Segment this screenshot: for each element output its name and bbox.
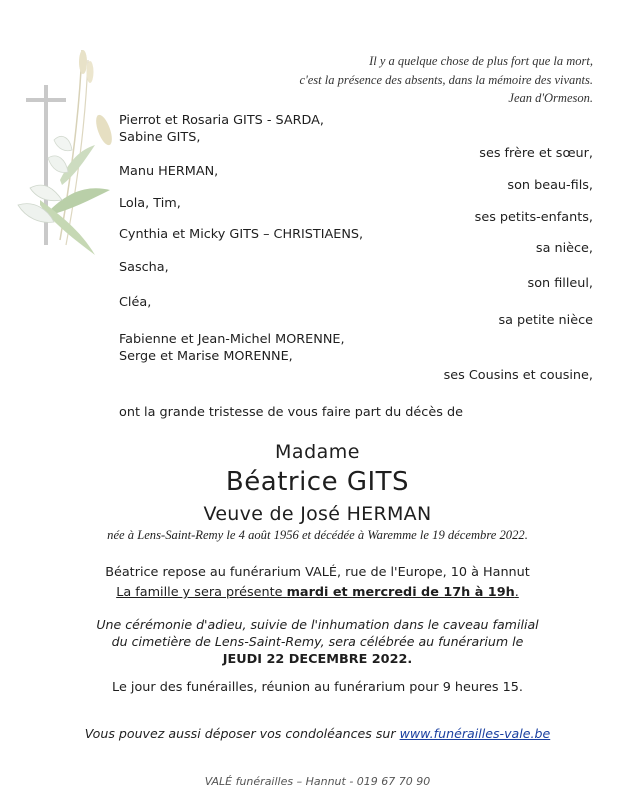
- family-name: Cléa,: [119, 295, 152, 310]
- family-relation: son beau-fils,: [507, 178, 593, 193]
- visit-prefix: La famille y sera présente: [116, 585, 287, 600]
- ceremony-line-1: Une cérémonie d'adieu, suivie de l'inhumation dans le caveau familial: [96, 617, 539, 632]
- family-name: Sascha,: [119, 260, 169, 275]
- birth-death-dates: née à Lens-Saint-Remy le 4 août 1956 et décédée à Waremme le 19 décembre 2022.: [107, 528, 528, 542]
- family-name: Sabine GITS,: [119, 130, 201, 145]
- ceremony-date: JEUDI 22 DECEMBRE 2022.: [222, 652, 413, 667]
- family-name: Pierrot et Rosaria GITS - SARDA,: [119, 113, 324, 128]
- family-relation: son filleul,: [527, 276, 593, 291]
- visit-suffix: .: [514, 585, 519, 600]
- family-relation: sa petite nièce: [498, 313, 593, 328]
- condolences-info: [0, 726, 635, 741]
- quote-line-1: Il y a quelque chose de plus fort que la mort,: [369, 54, 593, 68]
- family-name: Fabienne et Jean-Michel MORENNE,: [119, 332, 345, 347]
- family-relation: ses petits-enfants,: [474, 210, 593, 225]
- family-name: Lola, Tim,: [119, 196, 181, 211]
- family-name: Manu HERMAN,: [119, 164, 219, 179]
- family-relation: ses Cousins et cousine,: [443, 368, 593, 383]
- condolences-text: Vous pouvez aussi déposer vos condoléances sur: [84, 726, 400, 741]
- family-relation: sa nièce,: [535, 241, 593, 256]
- quote-author: Jean d'Ormeson.: [508, 91, 593, 105]
- announcement-text: ont la grande tristesse de vous faire part du décès de: [119, 405, 463, 420]
- rests-info: Béatrice repose au funérarium VALÉ, rue de l'Europe, 10 à Hannut: [105, 565, 530, 580]
- ceremony-line-2: du cimetière de Lens-Saint-Remy, sera célébrée au funérarium le: [111, 634, 524, 649]
- condolences-link[interactable]: www.funérailles-vale.be: [399, 726, 551, 741]
- quote-line-2: c'est la présence des absents, dans la mémoire des vivants.: [299, 73, 593, 87]
- visit-info: [0, 585, 635, 600]
- family-name: Serge et Marise MORENNE,: [119, 349, 293, 364]
- family-relation: ses frère et sœur,: [479, 146, 593, 161]
- footer-contact: VALÉ funérailles – Hannut - 019 67 70 90: [204, 775, 431, 788]
- family-name: Cynthia et Micky GITS – CHRISTIAENS,: [119, 227, 364, 242]
- meeting-info: Le jour des funérailles, réunion au funérarium pour 9 heures 15.: [112, 680, 523, 695]
- cross-lily-decoration: [10, 40, 120, 270]
- visit-hours: mardi et mercredi de 17h à 19h: [286, 585, 515, 600]
- deceased-widow-of: Veuve de José HERMAN: [203, 503, 432, 525]
- deceased-name: Béatrice GITS: [225, 467, 410, 497]
- deceased-title: Madame: [275, 441, 360, 463]
